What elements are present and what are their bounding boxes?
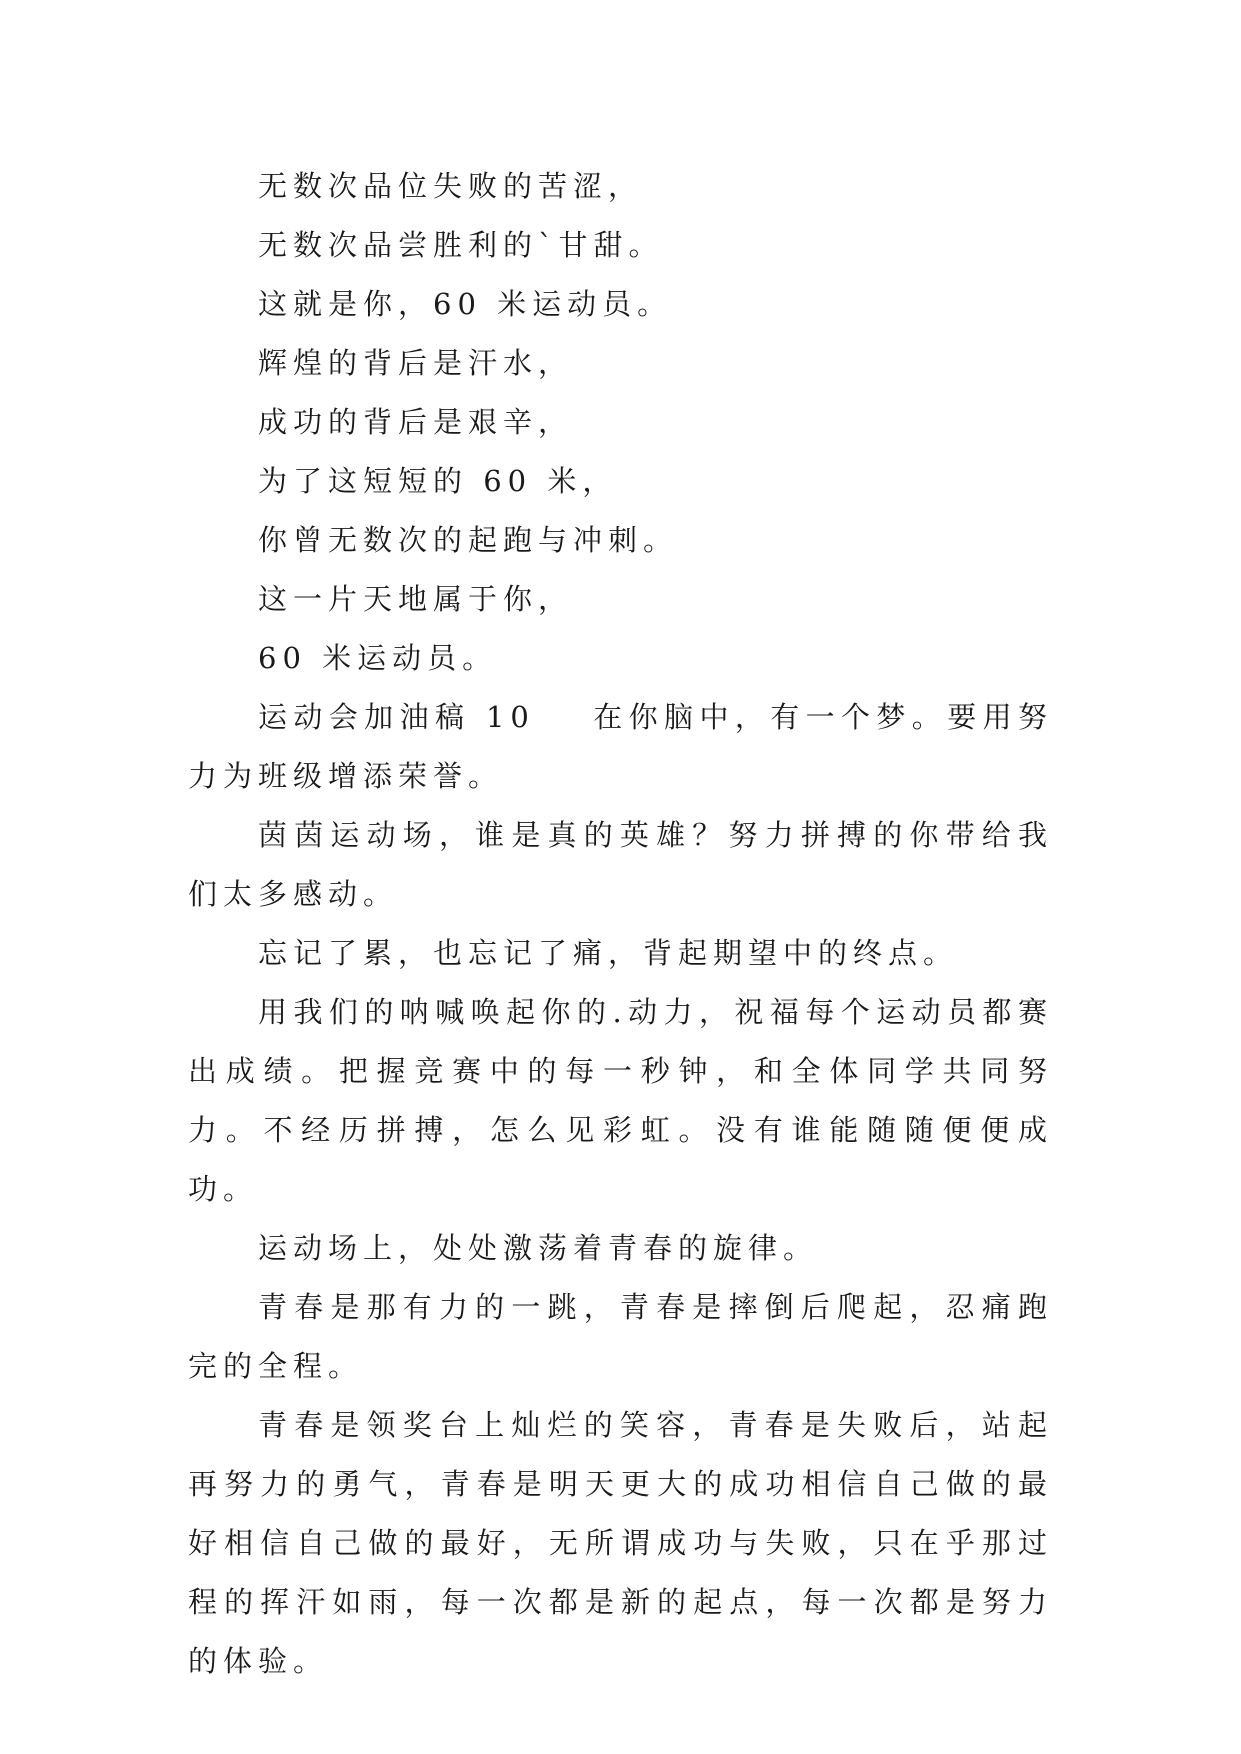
body-paragraph: 青春是领奖台上灿烂的笑容，青春是失败后，站起再努力的勇气，青春是明天更大的成功相信自己做的最好相信自己做的最好，无所谓成功与失败，只在乎那过程的挥汗如雨，每一次都是新的起点，每一次都是努力的体验。 [188, 1408, 1053, 1678]
body-paragraph: 用我们的呐喊唤起你的.动力，祝福每个运动员都赛出成绩。把握竞赛中的每一秒钟，和全体同学共同努力。不经历拼搏，怎么见彩虹。没有谁能随随便便成功。 [188, 995, 1053, 1206]
poem-line: 这一片天地属于你， [258, 582, 574, 616]
poem-line: 为了这短短的 60 米， [258, 464, 618, 498]
body-paragraph: 运动场上，处处激荡着青春的旋律。 [258, 1231, 819, 1265]
poem-line: 你曾无数次的起跑与冲刺。 [258, 523, 679, 557]
poem-line: 无数次品位失败的苦涩， [258, 169, 644, 203]
section-heading-paragraph [188, 688, 1053, 806]
poem-line: 60 米运动员。 [258, 641, 498, 675]
poem-line: 这就是你，60 米运动员。 [258, 287, 673, 321]
poem-line: 无数次品尝胜利的`甘甜。 [258, 228, 664, 262]
body-paragraph: 青春是那有力的一跳，青春是摔倒后爬起，忍痛跑完的全程。 [188, 1290, 1053, 1383]
section-intro-text: 在你脑中，有一个梦。要用努力为班级增添荣誉。 [188, 700, 1053, 793]
body-paragraph: 茵茵运动场，谁是真的英雄？努力拼搏的你带给我们太多感动。 [188, 818, 1053, 911]
body-paragraph: 忘记了累，也忘记了痛，背起期望中的终点。 [258, 936, 959, 970]
poem-line: 辉煌的背后是汗水， [258, 346, 574, 380]
section-title: 运动会加油稿 10 [258, 700, 535, 734]
poem-line: 成功的背后是艰辛， [258, 405, 574, 439]
